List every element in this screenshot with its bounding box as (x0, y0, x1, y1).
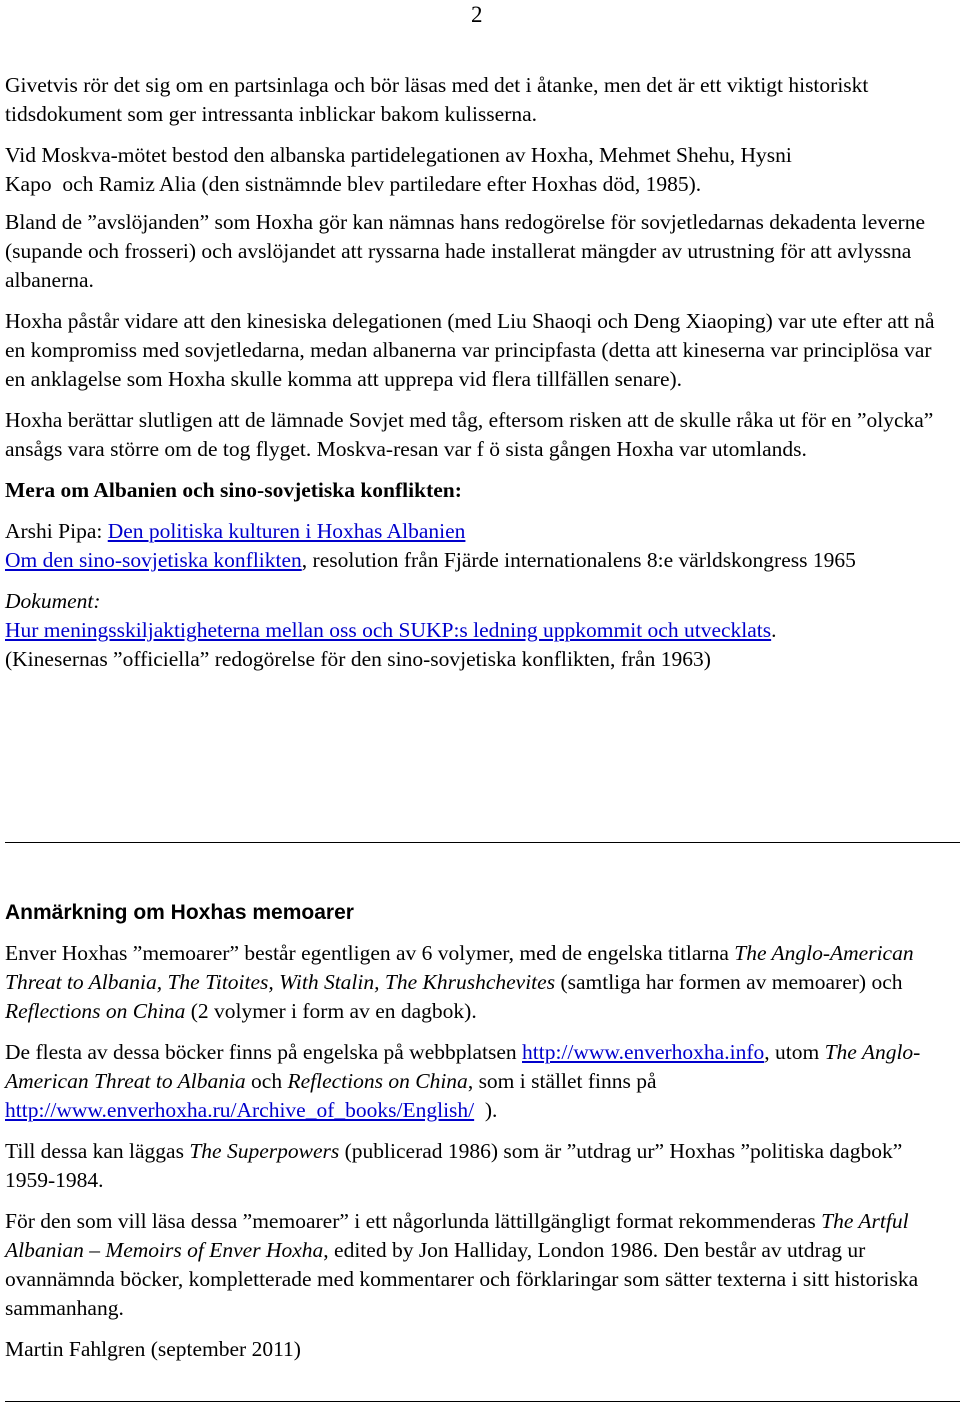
memoirs-reflections-title: Reflections on China (5, 999, 186, 1023)
document-link-period: . (771, 618, 777, 642)
document-note: (Kinesernas ”officiella” redogörelse för den sino-sovjetiska konflikten, från 1963) (5, 647, 711, 671)
availability-text-3: och (245, 1069, 288, 1093)
memoirs-paragraph-recommendation (5, 1207, 957, 1323)
availability-title-reflections: Reflections on China (287, 1069, 468, 1093)
memoirs-volumes-text: Enver Hoxhas ”memoarer” består egentligen av 6 volymer, med de engelska titlarna (5, 941, 735, 965)
reference-resolution-text: , resolution från Fjärde internationalens 8:e världskongress 1965 (301, 548, 856, 572)
memoirs-paragraph-volumes (5, 939, 957, 1026)
link-disagreements-document[interactable]: Hur meningsskiljaktigheterna mellan oss och SUKP:s ledning uppkommit och utvecklats (5, 618, 772, 642)
document-block (5, 587, 957, 674)
memoirs-paragraph-superpowers (5, 1137, 957, 1195)
recommendation-text-2: , edited by Jon Halliday, London 1986. Den består av utdrag ur ovannämnda böcker, kompletterade med kommentarer och förklaringar som sätter texterna i sitt historiska sammanhang. (5, 1238, 919, 1320)
reference-author: Arshi Pipa: (5, 519, 108, 543)
superpowers-text-2: (publicerad 1986) som är ”utdrag ur” Hoxhas ”politiska dagbok” 1959-1984. (5, 1139, 903, 1192)
link-sino-soviet-conflict[interactable]: Om den sino-sovjetiska konflikten (5, 548, 302, 572)
link-enverhoxha-ru-archive[interactable]: http://www.enverhoxha.ru/Archive_of_books/English/ (5, 1098, 475, 1122)
paragraph-delegation-line1: Vid Moskva-mötet bestod den albanska partidelegationen av Hoxha, Mehmet Shehu, Hysni (5, 143, 792, 167)
signature: Martin Fahlgren (september 2011) (5, 1337, 301, 1361)
link-political-culture[interactable]: Den politiska kulturen i Hoxhas Albanien (107, 519, 466, 543)
paragraph-delegation-line2: Kapo och Ramiz Alia (den sistnämnde blev partiledare efter Hoxhas död, 1985). (5, 172, 702, 196)
paragraph-delegation (5, 141, 957, 199)
availability-text-4: , som i stället finns på (467, 1069, 657, 1093)
recommendation-title: The Artful Albanian – Memoirs of Enver Hoxha (5, 1209, 909, 1262)
superpowers-text: Till dessa kan läggas (5, 1139, 190, 1163)
memoirs-volume-titles: The Anglo-American Threat to Albania, The Titoites, With Stalin, The Khrushchevites (5, 941, 914, 994)
reference-list (5, 517, 957, 575)
memoirs-volumes-text-2: (samtliga har formen av memoarer) och (555, 970, 903, 994)
main-content (5, 71, 957, 686)
link-enverhoxha-info[interactable]: http://www.enverhoxha.info (522, 1040, 765, 1064)
availability-title-threat: The Anglo-American Threat to Albania (5, 1040, 921, 1093)
availability-text: De flesta av dessa böcker finns på engelska på webbplatsen (5, 1040, 523, 1064)
page-number: 2 (471, 2, 483, 27)
recommendation-text: För den som vill läsa dessa ”memoarer” i ett någorlunda lättillgängligt format rekommenderas (5, 1209, 822, 1233)
paragraph-intro: Givetvis rör det sig om en partsinlaga och bör läsas med det i åtanke, men det är ett viktigt historiskt tidsdokument som ger intressanta inblickar bakom kulisserna. (5, 73, 869, 126)
memoirs-heading: Anmärkning om Hoxhas memoarer (5, 901, 354, 924)
paragraph-revelations: Bland de ”avslöjanden” som Hoxha gör kan nämnas hans redogörelse för sovjetledarnas dekadenta leverne (supande och frosseri) och avslöjandet att ryssarna hade installerat mängder av utrustning för att avlyssna albanerna. (5, 210, 925, 292)
divider-top (5, 842, 960, 843)
memoirs-paragraph-availability (5, 1038, 957, 1125)
memoirs-note-section (5, 898, 957, 1376)
availability-text-5: ). (474, 1098, 498, 1122)
document-label: Dokument: (5, 589, 101, 613)
availability-text-2: , utom (764, 1040, 825, 1064)
paragraph-train-journey: Hoxha berättar slutligen att de lämnade Sovjet med tåg, eftersom risken att de skulle råka ut för en ”olycka” ansågs vara större om de tog flyget. Moskva-resan var f ö sista gången Hoxha var utomlands. (5, 408, 934, 461)
divider-bottom (5, 1401, 960, 1402)
paragraph-chinese-delegation: Hoxha påstår vidare att den kinesiska delegationen (med Liu Shaoqi och Deng Xiaoping) var ute efter att nå en kompromiss med sovjetledarna, medan albanerna var principfasta (detta att kineserna var principlösa var en anklagelse som Hoxha skulle komma att upprepa vid flera tillfällen senare). (5, 309, 935, 391)
memoirs-volumes-text-3: (2 volymer i form av en dagbok). (185, 999, 477, 1023)
superpowers-title: The Superpowers (189, 1139, 340, 1163)
more-heading: Mera om Albanien och sino-sovjetiska konflikten: (5, 478, 462, 502)
